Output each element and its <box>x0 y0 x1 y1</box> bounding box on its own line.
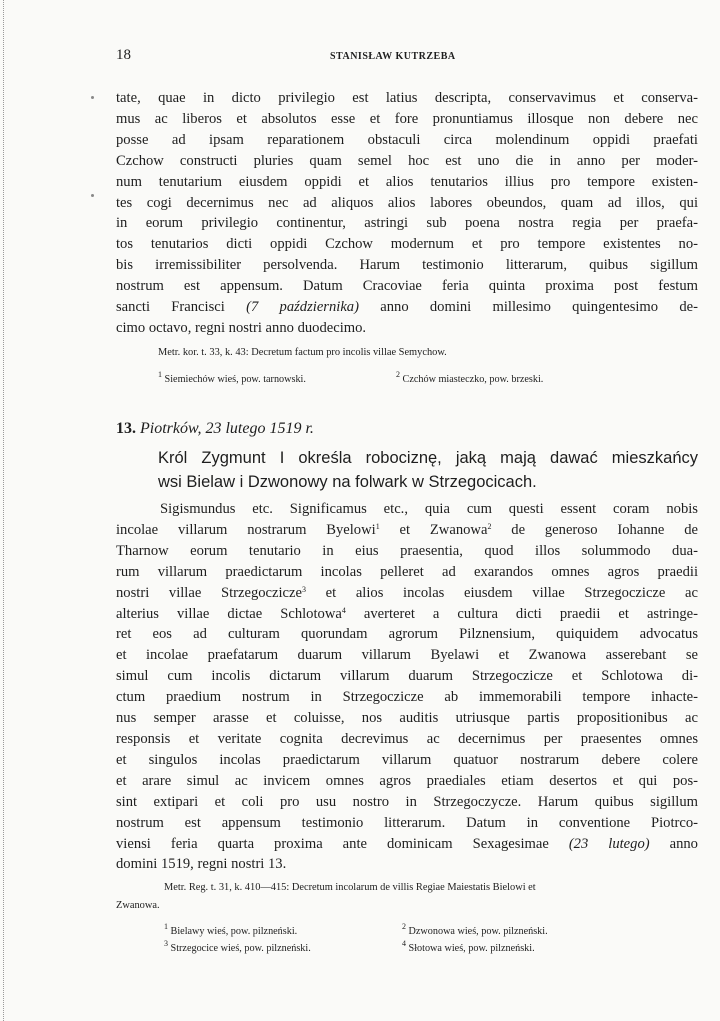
page-number: 18 <box>116 47 131 63</box>
footnote-number: 2 <box>402 922 406 931</box>
text-line <box>116 562 698 583</box>
text-line <box>116 624 698 645</box>
page-edge <box>3 0 5 1021</box>
text-line: tos tenutarios dicti oppidi Czchow modernum et pro tempore existentes no- <box>116 236 698 253</box>
text-line <box>116 645 698 666</box>
text-line <box>116 771 698 792</box>
footnote-marker: 2 <box>487 521 492 531</box>
summary-line: wsi Bielaw i Dzwonowy na folwark w Strzegocicach. <box>158 473 537 491</box>
text-segment: incolae villarum nostrarum Byelowi <box>116 521 376 538</box>
text-segment: et incolae praefatarum duarum villarum Byelawi et Zwanowa asserebant se <box>116 647 698 664</box>
footnote <box>158 370 306 385</box>
text-line <box>116 792 698 813</box>
page-header <box>116 47 698 67</box>
text-line: nostrum est appensum. Datum Cracoviae feria quinta proxima post festum <box>116 278 698 295</box>
text-segment: alterius villae dictae Schlotowa <box>116 605 342 622</box>
text-segment: ctum praedium nostrum in Strzegoczicze ab immemorabili tempore inhacte- <box>116 689 698 706</box>
text-segment: rum villarum praedictarum incolas pelleret ad exarandos omnes agros praedii <box>116 563 698 580</box>
text-line: Czchow constructi pluries quam semel hoc est uno die in anno per moder- <box>116 152 698 169</box>
text-segment: et singulos incolas praedictarum villarum quatuor nostrarum debere colere <box>116 751 698 768</box>
text-segment: viensi feria quarta proxima ante dominicam Sexagesimae <box>116 835 549 852</box>
footnote-text: Strzegocice wieś, pow. pilzneński. <box>170 943 311 954</box>
text-line <box>116 708 698 729</box>
text-line <box>116 583 698 604</box>
footnote-number: 2 <box>396 370 400 379</box>
text-segment: ret eos ad culturam quorundam agrorum Pilznensium, quiquidem advocatus <box>116 626 698 643</box>
footnote-text: Siemiechów wieś, pow. tarnowski. <box>164 374 306 385</box>
text-line: mus ac liberos et absolutos esse et fore pronuntiamus illosque non debere nec <box>116 110 698 127</box>
text-segment: nostrum est appensum testimonio litterarum. Datum in conventione Piotrco- <box>116 814 698 831</box>
text-line: bis irremissibiliter persolvenda. Harum testimonio litterarum, quibus sigillum <box>116 257 698 274</box>
text-segment: nus semper arasse et coluisse, nos auditis utriusque partis propositionibus ac <box>116 710 698 727</box>
footnote-text: Słotowa wieś, pow. pilzneński. <box>408 943 535 954</box>
date-annotation: (7 października) <box>246 299 359 316</box>
document-body <box>116 499 698 875</box>
text-line <box>116 297 698 318</box>
document-number: 13. <box>116 420 136 437</box>
footnote <box>402 939 535 958</box>
text-segment: sint extipari et coli pro usu nostro in Strzegoczycze. Harum quibus sigillum <box>116 793 698 810</box>
footnote-text: Dzwonowa wieś, pow. pilzneński. <box>408 926 548 937</box>
footnotes-block <box>158 370 698 385</box>
summary-line: Król Zygmunt I określa robociznę, jaką mają dawać mieszkańcy <box>158 449 698 467</box>
footnote-number: 3 <box>164 939 168 948</box>
footnote-number: 4 <box>402 939 406 948</box>
text-line: num tenutarium eiusdem oppidi et alios tenutarios illius pro tempore existen- <box>116 173 698 190</box>
footnote-number: 1 <box>158 370 162 379</box>
date-annotation: (23 lutego) <box>568 835 650 852</box>
text-line <box>116 541 698 562</box>
text-line <box>116 834 698 855</box>
text-line: tes cogi decernimus nec ad aliquos alios labores obeundos, quam ad illos, qui <box>116 194 698 211</box>
text-line <box>116 813 698 834</box>
text-line <box>116 604 698 625</box>
text-line <box>116 666 698 687</box>
text-segment: et alios incolas eiusdem villae Strzegoczicze ac <box>305 584 698 601</box>
paragraph-continuation <box>116 88 698 339</box>
text-segment: et Zwanowa <box>379 521 488 538</box>
text-line: cimo octavo, regni nostri anno duodecimo. <box>116 319 367 336</box>
text-line: in eorum privilegio continentur, astringi sub poena nostra regia per praefa- <box>116 215 698 232</box>
margin-mark <box>91 96 94 99</box>
text-line <box>116 750 698 771</box>
text-line: domini 1519, regni nostri 13. <box>116 856 287 873</box>
text-segment: anno domini millesimo quingentesimo de- <box>380 299 698 316</box>
archival-reference <box>116 880 704 911</box>
document-heading <box>116 420 314 438</box>
text-line: tate, quae in dicto privilegio est latius descripta, conservavimus et conserva- <box>116 90 698 106</box>
text-line <box>116 687 698 708</box>
text-segment: Tharnow eorum tenutario in eius praesentia, quod illos solummodo dua- <box>116 542 698 559</box>
footnote-text: Czchów miasteczko, pow. brzeski. <box>402 374 544 385</box>
footnote-marker: 3 <box>301 584 306 594</box>
running-title: STANISŁAW KUTRZEBA <box>330 51 456 62</box>
margin-mark <box>91 194 94 197</box>
text-line: posse ad ipsam reparationem obstaculi circa molendinum oppidi praefati <box>116 131 698 148</box>
text-segment: et arare simul ac invicem omnes agros praediales etiam desertos et qui pos- <box>116 772 698 789</box>
footnote <box>396 370 544 385</box>
text-segment: de generoso Iohanne de <box>491 521 699 538</box>
text-line <box>116 499 698 520</box>
footnote-marker: 1 <box>375 521 380 531</box>
document-place-date: Piotrków, 23 lutego 1519 r. <box>140 420 314 437</box>
text-segment: simul cum incolis dictarum villarum duarum Strzegoczicze et Schlotowa di- <box>116 668 698 685</box>
footnote-marker: 4 <box>341 605 346 615</box>
text-segment: Sigismundus etc. Significamus etc., quia cum questi essent coram nobis <box>160 501 698 517</box>
footnote <box>164 939 311 958</box>
reference-line: Zwanowa. <box>116 900 160 911</box>
footnote-number: 1 <box>164 922 168 931</box>
archival-reference: Metr. kor. t. 33, k. 43: Decretum factum pro incolis villae Semychow. <box>158 347 447 358</box>
text-line <box>116 520 698 541</box>
reference-line: Metr. Reg. t. 31, k. 410—415: Decretum incolarum de villis Regiae Maiestatis Bielowi et <box>164 882 536 893</box>
text-segment: anno <box>669 835 698 852</box>
document-summary <box>158 446 698 494</box>
text-segment: averteret a cultura dicti praedii et astringe- <box>345 605 698 622</box>
text-segment: sancti Francisci <box>116 299 225 316</box>
text-segment: nostri villae Strzegoczicze <box>116 584 302 601</box>
footnote-text: Bielawy wieś, pow. pilzneński. <box>170 926 298 937</box>
text-line <box>116 729 698 750</box>
text-segment: responsis et veritate cognita decrevimus ac decernimus per praesentes omnes <box>116 730 698 747</box>
